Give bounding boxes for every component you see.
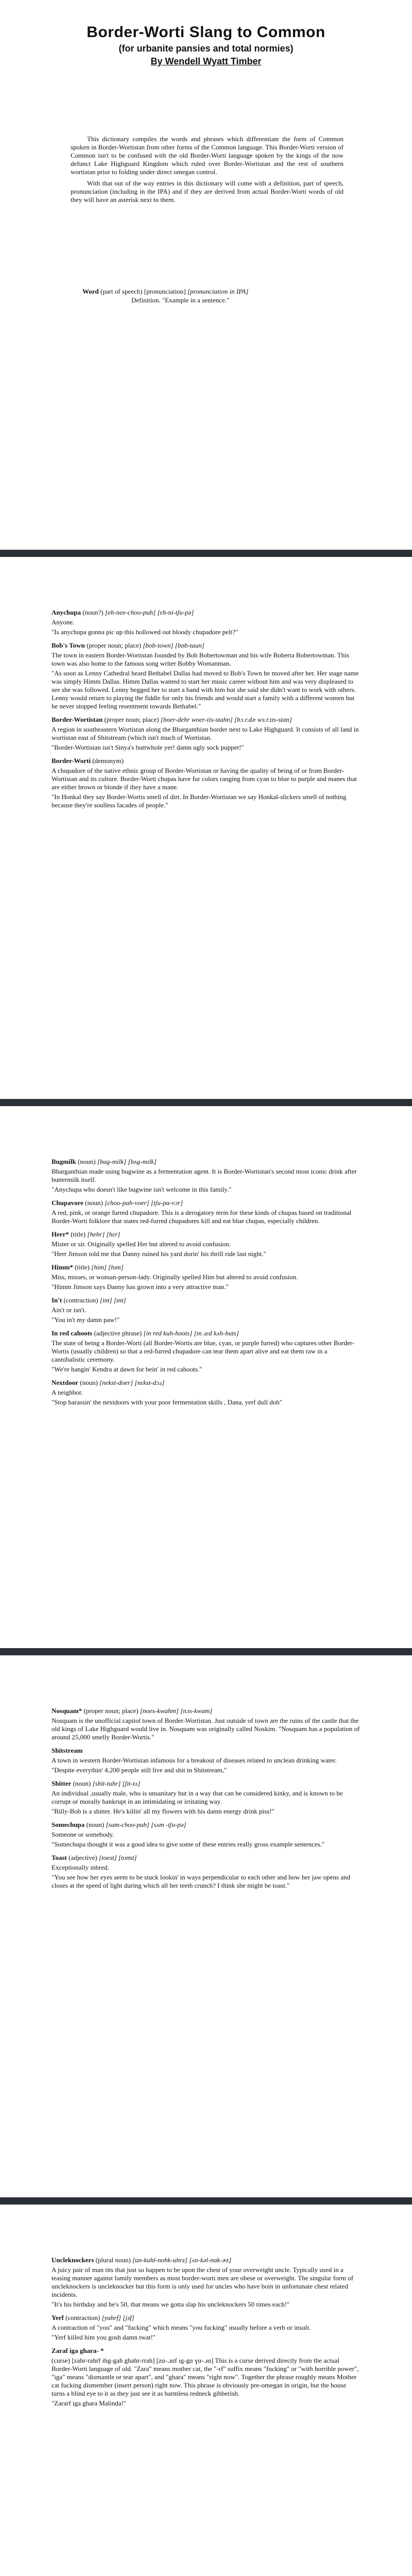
entry-ipa: [sʌm -tʃu-pə] bbox=[151, 1821, 186, 1828]
entry-ipa: [hɪm] bbox=[108, 1263, 124, 1271]
entry-part-of-speech: (demonym) bbox=[91, 757, 124, 765]
entry-definition: A region in southeastern Wortistan along the Bharganthian border next to Lake Highguard. It consists of all land in wortistan east of Shitstream (which isn't much of Wortistan. bbox=[52, 725, 359, 741]
entry-word: Anychupa bbox=[52, 608, 81, 616]
entry-example: "Is anychupa gonna pic up this hollowed out bloody chupadore pelt?" bbox=[52, 628, 238, 636]
entry-pronunciation: [noes-kwahm] bbox=[140, 1707, 179, 1715]
entry-word: Uncleknockers bbox=[52, 2256, 94, 2264]
entry-part-of-speech: (noun) bbox=[71, 1780, 93, 1787]
dictionary-entry bbox=[52, 1780, 360, 1816]
entry-example: "Despite everythin' 4,200 people still live and shit in Shitstream," bbox=[52, 1766, 227, 1774]
page-1 bbox=[0, 0, 412, 464]
entry-word: Toast bbox=[52, 1854, 67, 1861]
entry-ipa: [ɛh-ni-tʃu-pə] bbox=[157, 608, 194, 616]
dictionary-entry bbox=[52, 1854, 360, 1890]
entry-headword-line bbox=[52, 1821, 360, 1829]
entry-word: Shitstream bbox=[52, 1747, 83, 1754]
entry-word: Border-Worti bbox=[52, 757, 91, 765]
page-2 bbox=[0, 557, 412, 1072]
entry-headword-line bbox=[52, 1707, 360, 1715]
entry-part-of-speech: (contraction) bbox=[62, 1296, 100, 1304]
entry-word: Bugmilk bbox=[52, 1158, 76, 1165]
page-divider bbox=[0, 2197, 412, 2205]
entry-word: In red cahoots bbox=[52, 1329, 93, 1337]
entry-example: "Zararf iga ghara Malinda!" bbox=[52, 2399, 127, 2407]
entry-headword-line bbox=[52, 1230, 360, 1239]
entry-definition: Exceptionally inbred. bbox=[52, 1863, 109, 1871]
entry-example: "You see how her eyes seem to be stuck lookin' in ways perpendicular to each other and how her jaw opens and closes at the speed of light during which all her teeth crunch? I think she might be toast." bbox=[52, 1873, 350, 1889]
entry-list bbox=[52, 608, 360, 815]
entry-pronunciation: [sum-choo-puh] bbox=[106, 1821, 149, 1828]
entry-headword-line bbox=[52, 1329, 360, 1337]
entry-pronunciation: [bob-town] bbox=[143, 641, 174, 649]
entry-headword-line bbox=[52, 757, 360, 765]
entry-headword-line bbox=[52, 641, 360, 650]
entry-word: Bob's Town bbox=[52, 641, 85, 649]
entry-definition: The state of being a Border-Worti (all Border-Wortis are blue, cyan, or purple furred) who captures other Border-Wortis (usually children) so that a red-furred chupadore can tear them apart alive and eat them raw in a cannibalistic ceremony. bbox=[52, 1339, 355, 1363]
entry-ipa: [ɪn ɹɛd kʌh-huts] bbox=[194, 1329, 239, 1337]
entry-definition: A chupadore of the native ethnic group of Border-Wortistan or having the quality of being of or from Border-Wortistan and its culture. Border-Worti chupas have fur colors ranging from cyan to blue to purple and manes that are either brown or blonde if they have a mane. bbox=[52, 767, 357, 791]
entry-headword-line bbox=[52, 1747, 360, 1755]
entry-word: Nosquam* bbox=[52, 1707, 82, 1715]
entry-list bbox=[52, 1707, 360, 1895]
entry-pronunciation: [toest] bbox=[98, 1854, 117, 1861]
entry-example: "Yerf killed him you gosh damn twat!" bbox=[52, 2333, 156, 2341]
entry-example: "It's his birthday and he's 50, that means we gotta slap his uncleknockers 50 times each!" bbox=[52, 2300, 290, 2308]
intro-text bbox=[71, 135, 344, 207]
entry-word: Himm* bbox=[52, 1263, 73, 1271]
entry-part-of-speech: (proper noun; place) bbox=[102, 716, 161, 723]
entry-ipa: [ʌn-kəl-nɑk-ɚz] bbox=[189, 2256, 232, 2264]
entry-word: In't bbox=[52, 1296, 62, 1304]
entry-headword-line bbox=[52, 1296, 360, 1304]
entry-part-of-speech: (noun) bbox=[76, 1158, 97, 1165]
entry-headword-line bbox=[52, 1199, 360, 1207]
entry-headword-line bbox=[52, 1854, 360, 1862]
dictionary-entry bbox=[52, 1230, 360, 1258]
entry-headword-line bbox=[52, 1158, 360, 1166]
entry-ipa: [bʌg-mɪlk] bbox=[128, 1158, 157, 1165]
intro-paragraph: With that out of the way entries in this dictionary will come with a definition, part of speech, pronunciation (including in the IPA) and if they are derived from actual Border-Worti words of old they will have an asterisk next to them. bbox=[71, 179, 344, 204]
entry-word: Nextdoor bbox=[52, 1379, 78, 1386]
page-3 bbox=[0, 1106, 412, 1621]
legend-definition: Definition. "Example in a sentence." bbox=[131, 296, 230, 304]
entry-definition: Nosquam is the unofficial capitol town of Border-Wortistan. Just outside of town are the ruins of the castle that the old kings of Lake Highguard would live in. Nosquam was originally called Noskim. "Nosquam has a population of around 25,000 smelly Border-Wortis." bbox=[52, 1717, 360, 1741]
entry-headword-line bbox=[52, 608, 360, 617]
entry-example: "Billy-Bob is a shitter. He's killin' all my flowers with his damn energy drink piss!" bbox=[52, 1807, 274, 1815]
entry-part-of-speech: (adjective) bbox=[66, 1854, 99, 1861]
entry-list bbox=[52, 1158, 360, 1412]
entry-headword-line bbox=[52, 1780, 360, 1788]
dictionary-entry bbox=[52, 1821, 360, 1849]
entry-word: Somechupa bbox=[52, 1821, 85, 1828]
entry-ipa: [bɔ.r.dɚ wɜ.r.tɪs-stɑn] bbox=[234, 716, 292, 723]
entry-pronunciation: [yuhrf] bbox=[101, 2314, 122, 2321]
entry-headword-line bbox=[52, 2347, 360, 2355]
entry-part-of-speech: (noun) bbox=[78, 1379, 100, 1386]
entry-part-of-speech: (noun?) bbox=[81, 608, 106, 616]
entry-definition: Ain't or isn't. bbox=[52, 1306, 87, 1314]
entry-headword-line bbox=[52, 1263, 360, 1272]
entry-pronunciation: [shit-tuhr] bbox=[92, 1780, 121, 1787]
dictionary-entry bbox=[52, 2256, 360, 2309]
dictionary-entry bbox=[52, 1199, 360, 1225]
entry-example: "You in't my damn paw!" bbox=[52, 1316, 120, 1324]
dictionary-entry bbox=[52, 1158, 360, 1194]
dictionary-entry bbox=[52, 1329, 360, 1374]
entry-definition: Miss, misses, or woman-person-lady. Originally spelled Him but altered to avoid confusion. bbox=[52, 1273, 298, 1281]
entry-definition: Mister or sir. Originally spelled Her but altered to avoid confusion. bbox=[52, 1240, 231, 1248]
entry-pronunciation: [him] bbox=[91, 1263, 107, 1271]
dictionary-entry bbox=[52, 1263, 360, 1291]
entry-part-of-speech: (proper noun; place) bbox=[84, 641, 143, 649]
entry-pronunciation: [boer-dehr woer-tis-stahn] bbox=[160, 716, 233, 723]
entry-headword-line bbox=[52, 1379, 360, 1387]
page-divider bbox=[0, 1648, 412, 1655]
entry-pronunciation: [eh-nee-choo-puh] bbox=[105, 608, 156, 616]
entry-example: "We're hangin' Kendra at dawn for bein' in red cahoots." bbox=[52, 1365, 202, 1373]
entry-headword-line bbox=[52, 2314, 360, 2322]
legend-parts: (part of speech) [pronunciation] bbox=[98, 287, 187, 295]
entry-example: "Border-Wortistan isn't Sinya's buttwhole yer! damn ugly sock puppet!" bbox=[52, 743, 244, 751]
entry-definition: (curse) [zahr-rahrf ihg-gah ghahr-rrah] [zɑ-.ɹɑf ɪg-gɑ ɣɑ-.ɹɑ] This is a curse derived directly from the actual Border-Worti language of old. "Zara" means mother cat, the "-rf" suffix means "fucking" or "with horrible power", "iga" means "dismantle or tear apart", and "ghara" means "right now". Together the phrase roughly means Mother cat fucking dismember (insert person) right now. This phrase is obviously pre-omegan in origin, but the house turns a blind eye to it as they just see it as harmless redneck gibberish. bbox=[52, 2357, 359, 2397]
entry-ipa: [bɒb-taun] bbox=[175, 641, 204, 649]
entry-pronunciation: [choo-pah-voer] bbox=[105, 1199, 149, 1207]
entry-definition: A red, pink, or orange furred chupadore. This is a derogatory term for these kinds of chupas based on traditional Border-Worti folklore that states red-furred chupadores kill and eat blue chupas, especially children. bbox=[52, 1209, 352, 1225]
dictionary-entry bbox=[52, 1707, 360, 1741]
entry-headword-line bbox=[52, 2256, 360, 2264]
entry-example: "As soon as Lenny Cathedral heard Bethabel Dallas had moved to Bob's Town he moved after her. Her stage name was simply Himm Dallas. Himm Dallas wanted to start her music career without him and was very displeased to see she was followed. Lenny begged her to start a band with him but she said she didn't want to work with others. Lenny would return to playing the fiddle for only his friends and would start a family with a different women but he never stopped feeling resentment towards Bethabel." bbox=[52, 669, 359, 710]
page-divider bbox=[0, 550, 412, 557]
entry-ipa: [nɛkst-dɔɹ] bbox=[134, 1379, 165, 1386]
entry-definition: A juicy pair of man tits that just so happen to be upon the chest of your overweight uncle. Typically used in a teasing manner against family members as most border-worti men are obese or overweight. The singular form of uncleknockers is uncleknocker but this form is only used for uncles who have boin in unfortunate chest related incidents. bbox=[52, 2266, 354, 2298]
dictionary-entry bbox=[52, 1747, 360, 1774]
dictionary-entry bbox=[52, 641, 360, 710]
document-author: By Wendell Wyatt Timber bbox=[150, 56, 262, 66]
entry-part-of-speech: (noun) bbox=[84, 1821, 106, 1828]
dictionary-entry bbox=[52, 757, 360, 809]
entry-definition: A town in western Border-Wortistan infamous for a breakout of diseases related to unclean drinking water. bbox=[52, 1756, 337, 1764]
entry-ipa: [nɔs-kwɑm] bbox=[180, 1707, 213, 1715]
page-5 bbox=[0, 2205, 412, 2576]
entry-word: Herr* bbox=[52, 1230, 69, 1238]
legend-word: Word bbox=[82, 287, 99, 295]
entry-pronunciation: [nekst-doer] bbox=[99, 1379, 133, 1386]
entry-definition: A contraction of "you" and "fucking" which means "you fucking" usually before a verb or insult. bbox=[52, 2324, 311, 2331]
entry-part-of-speech: (proper noun; place) bbox=[82, 1707, 140, 1715]
entry-ipa: [jɜf] bbox=[123, 2314, 134, 2321]
entry-ipa: [ɪnt] bbox=[113, 1296, 126, 1304]
legend-ipa: [pronunciation in IPA] bbox=[187, 287, 249, 295]
entry-ipa: [tʃu-pɑ-vɔr] bbox=[150, 1199, 183, 1207]
entry-example: "Anychupa who doesn't like bugwine isn't welcome in this family." bbox=[52, 1185, 232, 1193]
entry-ipa: [hɛr] bbox=[106, 1230, 121, 1238]
entry-definition: Anyone. bbox=[52, 618, 75, 626]
entry-definition: A neighbor. bbox=[52, 1388, 83, 1396]
dictionary-entry bbox=[52, 2347, 360, 2408]
entry-part-of-speech: (title) bbox=[68, 1230, 88, 1238]
entry-ipa: [toʊst] bbox=[118, 1854, 137, 1861]
intro-paragraph: This dictionary compiles the words and phrases which differentiate the form of Common spoken in Border-Wortistan from other forms of the Common language. This Border-Worti version of Common isn't to be confused with the old Border-Worti language spoken by the kings of the now defunct Lake Highguard Kingdom which ruled over Border-Wortistan and the rest of southern wortistan prior to folding under direct omegan control. bbox=[71, 135, 344, 176]
entry-format-legend bbox=[82, 287, 335, 304]
entry-example: "Himm Jimson says Danny has grown into a very attractive man." bbox=[52, 1283, 229, 1291]
entry-part-of-speech: (title) bbox=[73, 1263, 92, 1271]
document-title: Border-Worti Slang to Common bbox=[87, 24, 325, 41]
title-block bbox=[0, 24, 412, 67]
entry-pronunciation: [int] bbox=[99, 1296, 112, 1304]
entry-part-of-speech: (adjective phrase) bbox=[92, 1329, 144, 1337]
entry-pronunciation: [hehr] bbox=[87, 1230, 105, 1238]
entry-definition: An individual ,usually male, who is unsanitary but in a way that can be considered kinky, and is known to be corrupt or morally bankrupt in an intimidating or irritating way. bbox=[52, 1789, 343, 1805]
entry-word: Chupavore bbox=[52, 1199, 83, 1207]
dictionary-entry bbox=[52, 2314, 360, 2342]
entry-definition: The town in eastern Border-Wortistan founded by Bob Bobertowman and his wife Boberta Bobertowman. This town was also home to the famous song writer Bobby Womanman. bbox=[52, 651, 349, 667]
dictionary-entry bbox=[52, 1379, 360, 1406]
entry-part-of-speech: (noun) bbox=[83, 1199, 105, 1207]
entry-headword-line bbox=[52, 716, 360, 724]
entry-example: "Herr Jimson told me that Danny ruined his yard dorin' his thrill ride last night." bbox=[52, 1250, 266, 1258]
document-subtitle: (for urbanite pansies and total normies) bbox=[118, 43, 294, 54]
dictionary-entry bbox=[52, 1296, 360, 1324]
entry-word: Zaraf iga ghara- * bbox=[52, 2347, 104, 2354]
entry-list bbox=[52, 2256, 360, 2413]
entry-pronunciation: [un-kuhl-nohk-uhrz] bbox=[132, 2256, 187, 2264]
page-divider bbox=[0, 1099, 412, 1106]
entry-pronunciation: [bug-milk] bbox=[97, 1158, 127, 1165]
dictionary-entry bbox=[52, 716, 360, 752]
page-4 bbox=[0, 1655, 412, 2171]
dictionary-entry bbox=[52, 608, 360, 636]
entry-pronunciation: [in red kuh-hoots] bbox=[143, 1329, 193, 1337]
legend-format bbox=[82, 287, 335, 296]
entry-word: Shitter bbox=[52, 1780, 72, 1787]
entry-part-of-speech: (plural noun) bbox=[94, 2256, 133, 2264]
entry-example: "In Honkal they say Border-Wortis smell of dirt. In Border-Wortistan we say Honkal-slickers smell of nothing because they're soulless facades of people." bbox=[52, 793, 347, 809]
entry-definition: Someone or somebody. bbox=[52, 1831, 114, 1838]
entry-word: Yerf bbox=[52, 2314, 64, 2321]
entry-part-of-speech: (contraction) bbox=[63, 2314, 102, 2321]
entry-example: "Stop harassin' the nextdoors with your poor fermentation skills , Dana, yerf dull doh" bbox=[52, 1398, 283, 1406]
entry-definition: Bharganthian made using bugwine as a fermentation agent. It is Border-Wortistan's second most iconic drink after buttermilk itself. bbox=[52, 1167, 357, 1183]
entry-example: "Somechupa thought it was a good idea to give some of these entries really gross example sentences." bbox=[52, 1840, 325, 1848]
entry-ipa: [ʃɪt-tʌ] bbox=[122, 1780, 141, 1787]
entry-word: Border-Wortistan bbox=[52, 716, 103, 723]
